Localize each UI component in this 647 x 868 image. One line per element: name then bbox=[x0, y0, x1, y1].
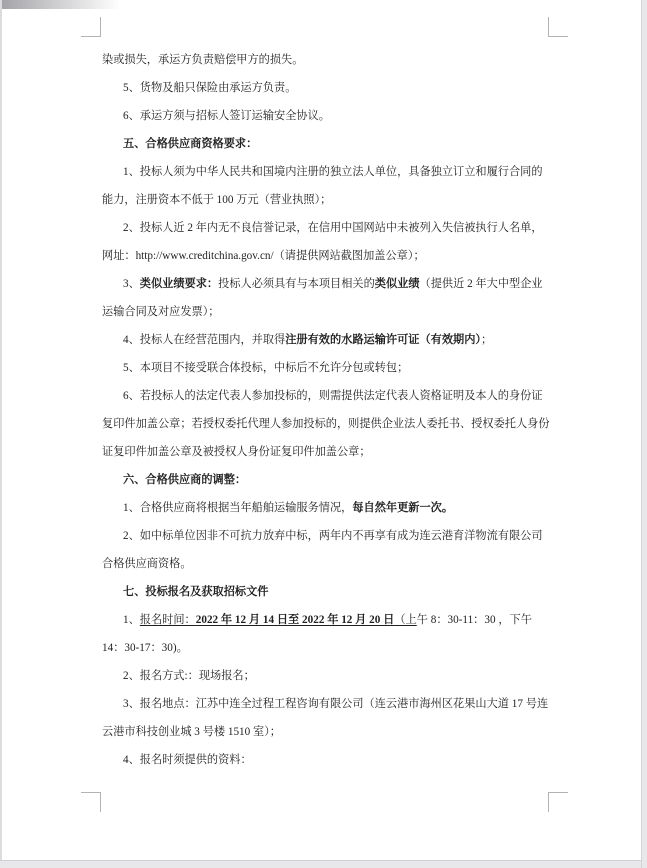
document-line bbox=[102, 186, 548, 214]
text-run: 5、货物及船只保险由承运方负责。 bbox=[123, 82, 297, 94]
text-run: 3、报名地点：江苏中连全过程工程咨询有限公司（连云港市海州区花果山大道 17 号连 bbox=[123, 698, 549, 710]
margin-crop-mark-bottom-right bbox=[548, 792, 568, 812]
document-line bbox=[102, 130, 548, 158]
text-run: 报名时间： bbox=[139, 614, 196, 626]
document-line bbox=[102, 410, 548, 438]
document-line bbox=[102, 158, 548, 186]
document-line bbox=[102, 466, 548, 494]
text-run: 14：30-17：30)。 bbox=[102, 642, 188, 654]
document-line bbox=[102, 298, 548, 326]
text-run: 1、投标人须为中华人民共和国境内注册的独立法人单位，具备独立订立和履行合同的 bbox=[123, 166, 543, 178]
document-lines bbox=[102, 46, 548, 774]
document-line bbox=[102, 382, 548, 410]
text-run: ； bbox=[481, 334, 493, 346]
document-line bbox=[102, 718, 548, 746]
text-run: 2、如中标单位因非不可抗力放弃中标，两年内不再享有成为连云港育洋物流有限公司 bbox=[123, 530, 543, 542]
document-line bbox=[102, 606, 548, 634]
text-run: 网址：http://www.creditchina.gov.cn/（请提供网站截图加盖公章）； bbox=[102, 250, 425, 262]
page-right-edge bbox=[641, 0, 647, 868]
text-run: 1、合格供应商将根据当年船舶运输服务情况， bbox=[123, 502, 353, 514]
text-run: 证复印件加盖公章及被授权人身份证复印件加盖公章； bbox=[102, 446, 371, 458]
text-run: 合格供应商资格。 bbox=[102, 558, 192, 570]
text-run: 4、投标人在经营范围内，并取得 bbox=[123, 334, 286, 346]
text-run: 类似业绩要求： bbox=[139, 278, 219, 290]
document-line bbox=[102, 326, 548, 354]
text-run: 6、若投标人的法定代表人参加投标的，则需提供法定代表人资格证明及本人的身份证 bbox=[123, 390, 543, 402]
document-line bbox=[102, 438, 548, 466]
document-line bbox=[102, 102, 548, 130]
page-top-shadow bbox=[2, 0, 120, 9]
text-run: 2、投标人近 2 年内无不良信誉记录，在信用中国网站中未被列入失信被执行人名单， bbox=[123, 222, 543, 234]
margin-crop-mark-top-right bbox=[548, 17, 568, 37]
text-run: 2、报名方式:：现场报名； bbox=[123, 670, 255, 682]
text-run: （提供近 2 年大中型企业 bbox=[419, 278, 543, 290]
text-run: 类似业绩 bbox=[374, 278, 420, 290]
document-line bbox=[102, 354, 548, 382]
text-run: 能力，注册资本不低于 100 万元（营业执照）； bbox=[102, 194, 332, 206]
document-line bbox=[102, 550, 548, 578]
text-run: 6、承运方须与招标人签订运输安全协议。 bbox=[123, 110, 330, 122]
text-run: 3、 bbox=[123, 278, 140, 290]
document-line bbox=[102, 578, 548, 606]
document-line bbox=[102, 270, 548, 298]
document-line bbox=[102, 46, 548, 74]
text-run: 1、 bbox=[123, 614, 140, 626]
margin-crop-mark-bottom-left bbox=[81, 792, 101, 812]
text-run: 染或损失，承运方负责赔偿甲方的损失。 bbox=[102, 54, 304, 66]
document-line bbox=[102, 746, 548, 774]
text-run: 六、合格供应商的调整： bbox=[123, 474, 247, 486]
text-run: 七、投标报名及获取招标文件 bbox=[123, 586, 269, 598]
text-run: 复印件加盖公章；若授权委托代理人参加投标的，则提供企业法人委托书、授权委托人身份 bbox=[102, 418, 550, 430]
text-run: 运输合同及对应发票）； bbox=[102, 306, 220, 318]
text-run: 5、本项目不接受联合体投标，中标后不允许分包或转包； bbox=[123, 362, 409, 374]
page-bottom-edge bbox=[0, 860, 641, 868]
document-line bbox=[102, 74, 548, 102]
text-run: 午 8：30-11：30 ，下午 bbox=[416, 614, 532, 626]
document-line bbox=[102, 242, 548, 270]
document-line bbox=[102, 662, 548, 690]
text-run: 2022 年 12 月 14 日至 2022 年 12 月 20 日 bbox=[195, 614, 395, 626]
text-run: （上 bbox=[394, 614, 417, 626]
text-run: 4、报名时须提供的资料： bbox=[123, 754, 252, 766]
text-run: 注册有效的水路运输许可证（有效期内） bbox=[285, 334, 482, 346]
text-run: 每自然年更新一次。 bbox=[352, 502, 454, 514]
document-line bbox=[102, 690, 548, 718]
text-run: 五、合格供应商资格要求： bbox=[123, 138, 258, 150]
text-run: 云港市科技创业城 3 号楼 1510 室）； bbox=[102, 726, 281, 738]
document-line bbox=[102, 522, 548, 550]
document-line bbox=[102, 214, 548, 242]
text-run: 投标人必须具有与本项目相关的 bbox=[218, 278, 375, 290]
margin-crop-mark-top-left bbox=[81, 17, 101, 37]
document-line bbox=[102, 494, 548, 522]
document-line bbox=[102, 634, 548, 662]
